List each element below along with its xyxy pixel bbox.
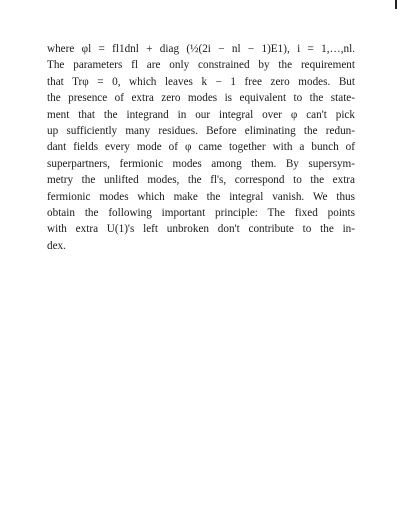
- text-line: metry the unlifted modes, the fl's, correspond to the extra: [47, 174, 355, 187]
- text-line: that Trφ = 0, which leaves k − 1 free zero modes. But: [47, 75, 355, 88]
- body-paragraph: [47, 41, 355, 254]
- text-line: The parameters fl are only constrained by the requirement: [47, 59, 355, 72]
- text-line: with extra U(1)'s left unbroken don't contribute to the in-: [47, 223, 355, 236]
- text-line: dex.: [47, 239, 66, 252]
- text-line: up sufficiently many residues. Before eliminating the redun-: [47, 125, 355, 138]
- text-line: where φl = fl1dnl + diag (½(2i − nl − 1)E1), i = 1,…,nl.: [47, 43, 355, 55]
- text-line: obtain the following important principle: The fixed points: [47, 207, 355, 220]
- text-line: superpartners, fermionic modes among them. By supersym-: [47, 157, 355, 170]
- text-line: dant fields every mode of φ came together with a bunch of: [47, 141, 355, 154]
- text-line: ment that the integrand in our integral over φ can't pick: [47, 108, 355, 121]
- text-line: the presence of extra zero modes is equivalent to the state-: [47, 92, 355, 105]
- scan-edge-mark: [395, 0, 397, 9]
- text-line: fermionic modes which make the integral vanish. We thus: [47, 190, 355, 203]
